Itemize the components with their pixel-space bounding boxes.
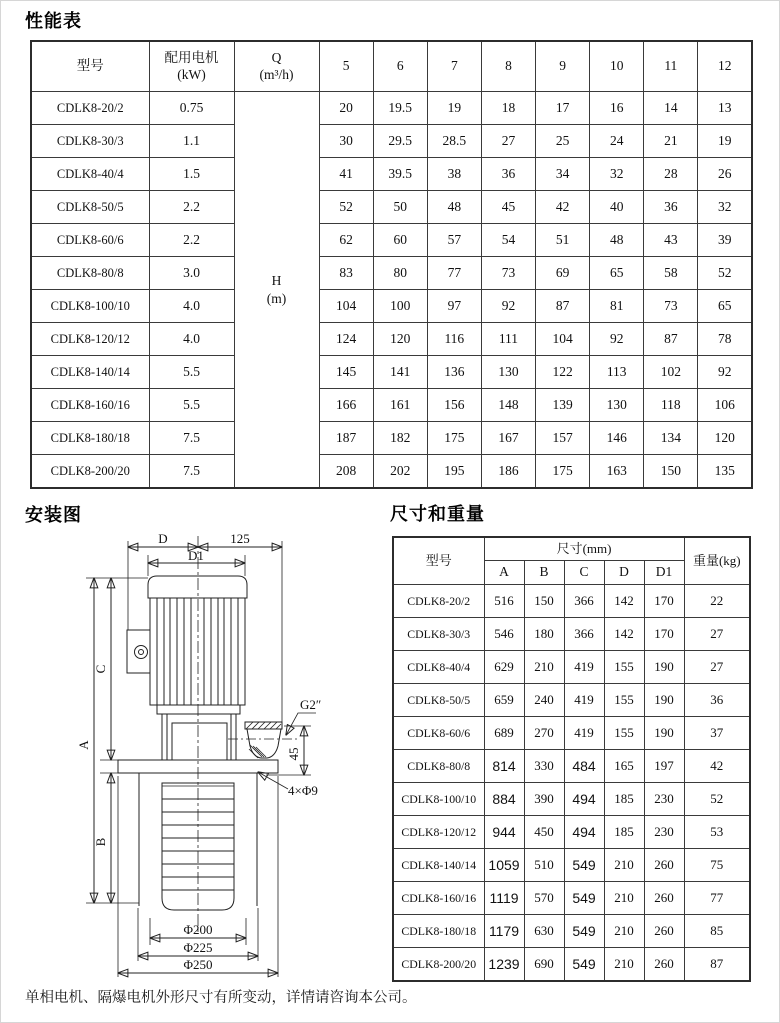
value-cell: 104 bbox=[319, 290, 373, 323]
model-cell: CDLK8-80/8 bbox=[31, 257, 149, 290]
value-cell: 122 bbox=[536, 356, 590, 389]
value-cell: 48 bbox=[427, 191, 481, 224]
value-cell: 58 bbox=[644, 257, 698, 290]
table-row bbox=[393, 816, 750, 849]
value-cell: 60 bbox=[373, 224, 427, 257]
value-cell: 182 bbox=[373, 422, 427, 455]
value-cell: 42 bbox=[536, 191, 590, 224]
model-cell: CDLK8-180/18 bbox=[31, 422, 149, 455]
value-cell: 161 bbox=[373, 389, 427, 422]
dim-col-model: 型号 bbox=[393, 537, 484, 585]
value-cell: 195 bbox=[427, 455, 481, 489]
value-cell: 81 bbox=[590, 290, 644, 323]
value-cell: 100 bbox=[373, 290, 427, 323]
value-cell: 80 bbox=[373, 257, 427, 290]
table-row bbox=[31, 356, 752, 389]
flow-col-6: 6 bbox=[373, 41, 427, 92]
value-cell: 38 bbox=[427, 158, 481, 191]
flow-label: Q bbox=[271, 49, 282, 65]
value-cell: 53 bbox=[684, 816, 750, 849]
value-cell: 87 bbox=[536, 290, 590, 323]
value-cell: 260 bbox=[644, 849, 684, 882]
dim-45-label: 45 bbox=[286, 747, 301, 761]
value-cell: 689 bbox=[484, 717, 524, 750]
model-cell: CDLK8-180/18 bbox=[393, 915, 484, 948]
model-cell: CDLK8-120/12 bbox=[31, 323, 149, 356]
value-cell: 210 bbox=[604, 849, 644, 882]
dim-a-label: A bbox=[76, 740, 91, 750]
value-cell: 7.5 bbox=[149, 422, 234, 455]
table-row bbox=[31, 422, 752, 455]
model-cell: CDLK8-160/16 bbox=[31, 389, 149, 422]
value-cell: 142 bbox=[604, 618, 644, 651]
value-cell: 27 bbox=[481, 125, 535, 158]
value-cell: 175 bbox=[536, 455, 590, 489]
value-cell: 19 bbox=[698, 125, 752, 158]
value-cell: 546 bbox=[484, 618, 524, 651]
value-cell: 92 bbox=[698, 356, 752, 389]
value-cell: 13 bbox=[698, 92, 752, 125]
dim-col-d1: D1 bbox=[644, 561, 684, 585]
performance-header-row bbox=[31, 41, 752, 92]
flow-col-10: 10 bbox=[590, 41, 644, 92]
value-cell: 185 bbox=[604, 783, 644, 816]
value-cell: 48 bbox=[590, 224, 644, 257]
model-cell: CDLK8-60/6 bbox=[393, 717, 484, 750]
value-cell: 366 bbox=[564, 618, 604, 651]
value-cell: 549 bbox=[564, 915, 604, 948]
value-cell: 111 bbox=[481, 323, 535, 356]
model-cell: CDLK8-40/4 bbox=[393, 651, 484, 684]
value-cell: 30 bbox=[319, 125, 373, 158]
value-cell: 124 bbox=[319, 323, 373, 356]
value-cell: 36 bbox=[481, 158, 535, 191]
value-cell: 32 bbox=[698, 191, 752, 224]
model-cell: CDLK8-160/16 bbox=[393, 882, 484, 915]
bolt-holes-label: 4×Φ9 bbox=[288, 783, 318, 798]
value-cell: 549 bbox=[564, 882, 604, 915]
value-cell: 24 bbox=[590, 125, 644, 158]
value-cell: 87 bbox=[644, 323, 698, 356]
value-cell: 180 bbox=[524, 618, 564, 651]
value-cell: 3.0 bbox=[149, 257, 234, 290]
value-cell: 97 bbox=[427, 290, 481, 323]
dim-phi250-label: Φ250 bbox=[183, 957, 213, 972]
model-cell: CDLK8-30/3 bbox=[31, 125, 149, 158]
model-cell: CDLK8-120/12 bbox=[393, 816, 484, 849]
value-cell: 240 bbox=[524, 684, 564, 717]
col-header-flow bbox=[234, 41, 319, 92]
value-cell: 36 bbox=[644, 191, 698, 224]
outlet-port bbox=[245, 697, 321, 758]
value-cell: 39.5 bbox=[373, 158, 427, 191]
value-cell: 113 bbox=[590, 356, 644, 389]
value-cell: 0.75 bbox=[149, 92, 234, 125]
flow-unit: (m³/h) bbox=[259, 66, 294, 82]
motor-unit: (kW) bbox=[177, 66, 206, 82]
table-row bbox=[393, 684, 750, 717]
value-cell: 150 bbox=[524, 585, 564, 618]
value-cell: 62 bbox=[319, 224, 373, 257]
value-cell: 57 bbox=[427, 224, 481, 257]
value-cell: 92 bbox=[590, 323, 644, 356]
model-cell: CDLK8-50/5 bbox=[31, 191, 149, 224]
value-cell: 419 bbox=[564, 684, 604, 717]
value-cell: 814 bbox=[484, 750, 524, 783]
table-row bbox=[31, 191, 752, 224]
value-cell: 65 bbox=[698, 290, 752, 323]
value-cell: 366 bbox=[564, 585, 604, 618]
value-cell: 148 bbox=[481, 389, 535, 422]
dim-45 bbox=[266, 726, 311, 775]
table-row bbox=[393, 882, 750, 915]
table-row bbox=[31, 125, 752, 158]
value-cell: 549 bbox=[564, 948, 604, 982]
value-cell: 190 bbox=[644, 684, 684, 717]
flow-col-5: 5 bbox=[319, 41, 373, 92]
value-cell: 28.5 bbox=[427, 125, 481, 158]
value-cell: 884 bbox=[484, 783, 524, 816]
table-row bbox=[393, 585, 750, 618]
value-cell: 21 bbox=[644, 125, 698, 158]
value-cell: 36 bbox=[684, 684, 750, 717]
value-cell: 1.5 bbox=[149, 158, 234, 191]
dim-col-d: D bbox=[604, 561, 644, 585]
value-cell: 136 bbox=[427, 356, 481, 389]
value-cell: 22 bbox=[684, 585, 750, 618]
model-cell: CDLK8-200/20 bbox=[31, 455, 149, 489]
value-cell: 5.5 bbox=[149, 356, 234, 389]
value-cell: 166 bbox=[319, 389, 373, 422]
outlet-thread-label: G2″ bbox=[300, 697, 322, 712]
value-cell: 83 bbox=[319, 257, 373, 290]
table-row bbox=[31, 455, 752, 489]
value-cell: 120 bbox=[373, 323, 427, 356]
model-cell: CDLK8-20/2 bbox=[393, 585, 484, 618]
value-cell: 4.0 bbox=[149, 290, 234, 323]
value-cell: 135 bbox=[698, 455, 752, 489]
value-cell: 210 bbox=[604, 948, 644, 982]
value-cell: 197 bbox=[644, 750, 684, 783]
value-cell: 419 bbox=[564, 717, 604, 750]
value-cell: 260 bbox=[644, 882, 684, 915]
value-cell: 69 bbox=[536, 257, 590, 290]
dim-phi200-label: Φ200 bbox=[183, 922, 213, 937]
value-cell: 4.0 bbox=[149, 323, 234, 356]
value-cell: 14 bbox=[644, 92, 698, 125]
model-cell: CDLK8-80/8 bbox=[393, 750, 484, 783]
dim-col-weight: 重量(kg) bbox=[684, 537, 750, 585]
value-cell: 2.2 bbox=[149, 191, 234, 224]
value-cell: 51 bbox=[536, 224, 590, 257]
value-cell: 37 bbox=[684, 717, 750, 750]
table-row bbox=[393, 717, 750, 750]
value-cell: 630 bbox=[524, 915, 564, 948]
value-cell: 170 bbox=[644, 585, 684, 618]
value-cell: 52 bbox=[698, 257, 752, 290]
value-cell: 65 bbox=[590, 257, 644, 290]
value-cell: 19.5 bbox=[373, 92, 427, 125]
value-cell: 260 bbox=[644, 915, 684, 948]
installation-diagram bbox=[20, 533, 380, 988]
value-cell: 78 bbox=[698, 323, 752, 356]
model-cell: CDLK8-50/5 bbox=[393, 684, 484, 717]
table-row bbox=[393, 849, 750, 882]
value-cell: 141 bbox=[373, 356, 427, 389]
value-cell: 40 bbox=[590, 191, 644, 224]
dim-125-label: 125 bbox=[230, 533, 250, 546]
value-cell: 155 bbox=[604, 717, 644, 750]
value-cell: 185 bbox=[604, 816, 644, 849]
head-unit-merged-cell: H (m) bbox=[234, 92, 319, 489]
dim-b-label: B bbox=[93, 837, 108, 847]
value-cell: 1179 bbox=[484, 915, 524, 948]
model-cell: CDLK8-200/20 bbox=[393, 948, 484, 982]
model-cell: CDLK8-30/3 bbox=[393, 618, 484, 651]
value-cell: 41 bbox=[319, 158, 373, 191]
value-cell: 120 bbox=[698, 422, 752, 455]
value-cell: 208 bbox=[319, 455, 373, 489]
value-cell: 190 bbox=[644, 717, 684, 750]
value-cell: 102 bbox=[644, 356, 698, 389]
performance-table bbox=[30, 40, 753, 489]
model-cell: CDLK8-20/2 bbox=[31, 92, 149, 125]
value-cell: 32 bbox=[590, 158, 644, 191]
centerline bbox=[198, 536, 300, 933]
top-dimensions bbox=[128, 533, 282, 722]
motor-label: 配用电机 bbox=[164, 49, 219, 65]
value-cell: 27 bbox=[684, 651, 750, 684]
dim-c-label: C bbox=[93, 664, 108, 674]
model-cell: CDLK8-100/10 bbox=[31, 290, 149, 323]
value-cell: 167 bbox=[481, 422, 535, 455]
value-cell: 19 bbox=[427, 92, 481, 125]
value-cell: 54 bbox=[481, 224, 535, 257]
flow-col-8: 8 bbox=[481, 41, 535, 92]
model-cell: CDLK8-140/14 bbox=[393, 849, 484, 882]
dim-col-group: 尺寸(mm) bbox=[484, 537, 684, 561]
value-cell: 270 bbox=[524, 717, 564, 750]
value-cell: 260 bbox=[644, 948, 684, 982]
value-cell: 230 bbox=[644, 816, 684, 849]
value-cell: 85 bbox=[684, 915, 750, 948]
model-cell: CDLK8-100/10 bbox=[393, 783, 484, 816]
value-cell: 549 bbox=[564, 849, 604, 882]
table-row bbox=[31, 158, 752, 191]
table-row bbox=[393, 651, 750, 684]
value-cell: 18 bbox=[481, 92, 535, 125]
col-header-motor bbox=[149, 41, 234, 92]
table-row bbox=[393, 618, 750, 651]
value-cell: 484 bbox=[564, 750, 604, 783]
dim-d-label: D bbox=[158, 533, 168, 546]
value-cell: 87 bbox=[684, 948, 750, 982]
value-cell: 104 bbox=[536, 323, 590, 356]
value-cell: 516 bbox=[484, 585, 524, 618]
installation-section-title: 安装图 bbox=[25, 505, 82, 525]
value-cell: 944 bbox=[484, 816, 524, 849]
value-cell: 77 bbox=[684, 882, 750, 915]
dim-d1-label: D1 bbox=[188, 548, 204, 563]
value-cell: 50 bbox=[373, 191, 427, 224]
table-row bbox=[31, 92, 752, 125]
value-cell: 28 bbox=[644, 158, 698, 191]
value-cell: 29.5 bbox=[373, 125, 427, 158]
value-cell: 142 bbox=[604, 585, 644, 618]
dimensions-section-title: 尺寸和重量 bbox=[390, 504, 485, 524]
value-cell: 73 bbox=[481, 257, 535, 290]
model-cell: CDLK8-140/14 bbox=[31, 356, 149, 389]
value-cell: 170 bbox=[644, 618, 684, 651]
table-row bbox=[31, 323, 752, 356]
value-cell: 186 bbox=[481, 455, 535, 489]
value-cell: 510 bbox=[524, 849, 564, 882]
value-cell: 26 bbox=[698, 158, 752, 191]
value-cell: 34 bbox=[536, 158, 590, 191]
table-row bbox=[31, 290, 752, 323]
value-cell: 150 bbox=[644, 455, 698, 489]
value-cell: 73 bbox=[644, 290, 698, 323]
value-cell: 134 bbox=[644, 422, 698, 455]
value-cell: 146 bbox=[590, 422, 644, 455]
value-cell: 330 bbox=[524, 750, 564, 783]
value-cell: 390 bbox=[524, 783, 564, 816]
table-row bbox=[393, 750, 750, 783]
value-cell: 130 bbox=[590, 389, 644, 422]
dim-col-a: A bbox=[484, 561, 524, 585]
value-cell: 163 bbox=[590, 455, 644, 489]
value-cell: 116 bbox=[427, 323, 481, 356]
value-cell: 202 bbox=[373, 455, 427, 489]
value-cell: 157 bbox=[536, 422, 590, 455]
value-cell: 130 bbox=[481, 356, 535, 389]
value-cell: 210 bbox=[524, 651, 564, 684]
table-row bbox=[393, 915, 750, 948]
value-cell: 2.2 bbox=[149, 224, 234, 257]
flow-col-9: 9 bbox=[536, 41, 590, 92]
dim-col-c: C bbox=[564, 561, 604, 585]
value-cell: 494 bbox=[564, 783, 604, 816]
value-cell: 39 bbox=[698, 224, 752, 257]
value-cell: 155 bbox=[604, 651, 644, 684]
left-dimensions bbox=[76, 578, 148, 903]
value-cell: 1239 bbox=[484, 948, 524, 982]
value-cell: 1119 bbox=[484, 882, 524, 915]
value-cell: 139 bbox=[536, 389, 590, 422]
value-cell: 210 bbox=[604, 882, 644, 915]
value-cell: 77 bbox=[427, 257, 481, 290]
performance-section-title: 性能表 bbox=[25, 11, 82, 31]
table-row bbox=[31, 257, 752, 290]
value-cell: 75 bbox=[684, 849, 750, 882]
value-cell: 118 bbox=[644, 389, 698, 422]
value-cell: 45 bbox=[481, 191, 535, 224]
value-cell: 494 bbox=[564, 816, 604, 849]
value-cell: 570 bbox=[524, 882, 564, 915]
value-cell: 16 bbox=[590, 92, 644, 125]
value-cell: 20 bbox=[319, 92, 373, 125]
flow-col-12: 12 bbox=[698, 41, 752, 92]
value-cell: 419 bbox=[564, 651, 604, 684]
value-cell: 155 bbox=[604, 684, 644, 717]
value-cell: 450 bbox=[524, 816, 564, 849]
value-cell: 42 bbox=[684, 750, 750, 783]
value-cell: 145 bbox=[319, 356, 373, 389]
flow-col-7: 7 bbox=[427, 41, 481, 92]
motor-body bbox=[127, 576, 247, 714]
value-cell: 1.1 bbox=[149, 125, 234, 158]
model-cell: CDLK8-60/6 bbox=[31, 224, 149, 257]
table-row bbox=[393, 948, 750, 982]
value-cell: 52 bbox=[319, 191, 373, 224]
value-cell: 175 bbox=[427, 422, 481, 455]
value-cell: 165 bbox=[604, 750, 644, 783]
table-row bbox=[31, 224, 752, 257]
dim-header-row-1 bbox=[393, 537, 750, 561]
value-cell: 156 bbox=[427, 389, 481, 422]
value-cell: 629 bbox=[484, 651, 524, 684]
table-row bbox=[31, 389, 752, 422]
model-cell: CDLK8-40/4 bbox=[31, 158, 149, 191]
value-cell: 92 bbox=[481, 290, 535, 323]
dim-phi225-label: Φ225 bbox=[183, 940, 213, 955]
value-cell: 52 bbox=[684, 783, 750, 816]
bolt-holes-callout bbox=[258, 772, 318, 798]
value-cell: 5.5 bbox=[149, 389, 234, 422]
value-cell: 210 bbox=[604, 915, 644, 948]
col-header-model: 型号 bbox=[31, 41, 149, 92]
dimensions-weight-table bbox=[392, 536, 751, 982]
value-cell: 690 bbox=[524, 948, 564, 982]
value-cell: 1059 bbox=[484, 849, 524, 882]
footer-note: 单相电机、隔爆电机外形尺寸有所变动，详情请咨询本公司。 bbox=[25, 990, 417, 1006]
value-cell: 190 bbox=[644, 651, 684, 684]
value-cell: 7.5 bbox=[149, 455, 234, 489]
value-cell: 659 bbox=[484, 684, 524, 717]
pump-head bbox=[162, 714, 236, 760]
dim-col-b: B bbox=[524, 561, 564, 585]
value-cell: 187 bbox=[319, 422, 373, 455]
value-cell: 106 bbox=[698, 389, 752, 422]
value-cell: 25 bbox=[536, 125, 590, 158]
value-cell: 43 bbox=[644, 224, 698, 257]
table-row bbox=[393, 783, 750, 816]
value-cell: 27 bbox=[684, 618, 750, 651]
value-cell: 230 bbox=[644, 783, 684, 816]
motor-flange bbox=[157, 705, 240, 714]
flow-col-11: 11 bbox=[644, 41, 698, 92]
value-cell: 17 bbox=[536, 92, 590, 125]
